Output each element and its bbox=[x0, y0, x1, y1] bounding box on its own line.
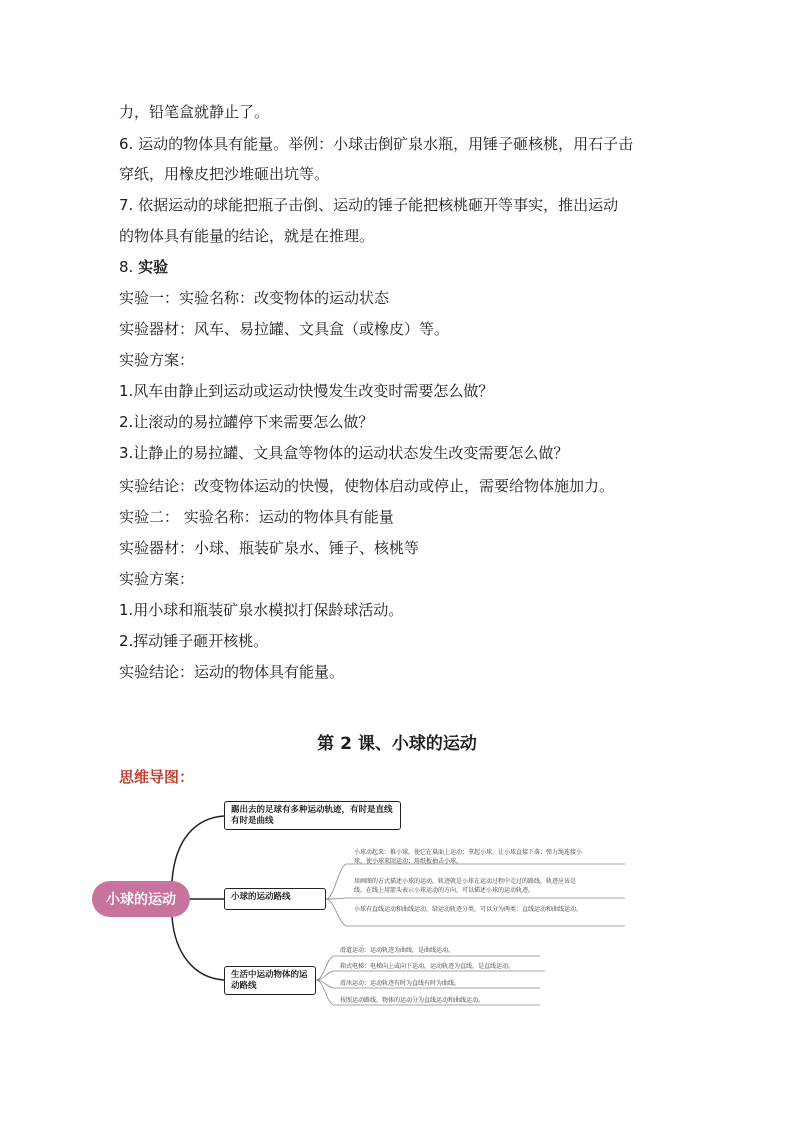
mindmap-root-node: 小球的运动 bbox=[92, 881, 190, 917]
section-title: 实验 bbox=[138, 258, 169, 276]
text-line: 实验一：实验名称：改变物体的运动状态 bbox=[119, 289, 390, 307]
text-line: 3.让静止的易拉罐、文具盒等物体的运动状态发生改变需要怎么做？ bbox=[119, 444, 569, 462]
text-line: 实验二： 实验名称：运动的物体具有能量 bbox=[119, 508, 394, 526]
text-line: 穿纸，用橡皮把沙堆砸出坑等。 bbox=[119, 165, 330, 183]
text-line: 的物体具有能量的结论，就是在推理。 bbox=[119, 227, 375, 245]
mindmap-branch-node: 踢出去的足球有多种运动轨迹，有时是直线有时是曲线 bbox=[224, 801, 401, 830]
mindmap-branch-node: 生活中运动物体的运动路线 bbox=[224, 966, 316, 995]
text-line: 6. 运动的物体具有能量。举例：小球击倒矿泉水瓶，用锤子砸核桃，用石子击 bbox=[119, 135, 634, 153]
mindmap-leaf: 按照运动路线，物体的运动分为直线运动和曲线运动。 bbox=[340, 997, 485, 1004]
text-line: 力，铅笔盒就静止了。 bbox=[119, 103, 270, 121]
text-line: 2.挥动锤子砸开核桃。 bbox=[119, 632, 269, 650]
mindmap-leaf: 箱式电梯：电梯向上或向下运动，运动轨迹为直线，是直线运动。 bbox=[340, 963, 515, 970]
text-line: 实验方案： bbox=[119, 570, 195, 588]
text-line: 实验器材：风车、易拉罐、文具盒（或橡皮）等。 bbox=[119, 320, 450, 338]
mindmap-branch-node: 小球的运动路线 bbox=[224, 888, 326, 910]
connector-branch1 bbox=[172, 816, 224, 881]
section-heading bbox=[119, 257, 168, 277]
text-line: 实验结论：改变物体运动的快慢，使物体启动或停止，需要给物体施加力。 bbox=[119, 477, 615, 495]
mindmap-label: 思维导图： bbox=[119, 768, 195, 786]
connector-branch3 bbox=[172, 917, 224, 980]
mindmap-leaf: 滑道运动：运动轨迹为曲线，是曲线运动。 bbox=[340, 947, 455, 954]
mindmap-leaf: 小球动起来：推小球，使它在桌面上运动；拿起小球，让小球直接下落；弹力绳连接小球，使小球来回运动；用纸板抽击小球。 bbox=[354, 849, 583, 865]
text-line: 2.让滚动的易拉罐停下来需要怎么做？ bbox=[119, 413, 374, 431]
text-line: 实验器材：小球、瓶装矿泉水、锤子、核桃等 bbox=[119, 539, 420, 557]
text-line: 7. 依据运动的球能把瓶子击倒、运动的锤子能把核桃砸开等事实，推出运动 bbox=[119, 196, 619, 214]
lesson-title: 第 2 课、小球的运动 bbox=[317, 734, 477, 754]
mindmap-leaf: 滑冰运动：运动轨迹有时为直线有时为曲线。 bbox=[340, 980, 461, 987]
section-number: 8. bbox=[119, 258, 134, 276]
text-line: 实验结论：运动的物体具有能量。 bbox=[119, 663, 345, 681]
mindmap-leaf: 用画图的方式描述小球的运动，轨迹就是小球在运动过程中走过的路线，轨迹应该是线，在线上用箭头表示小球运动的方向，可以描述小球的运动轨迹。 bbox=[354, 878, 577, 894]
text-line: 实验方案： bbox=[119, 351, 195, 369]
text-line: 1.用小球和瓶装矿泉水模拟打保龄球活动。 bbox=[119, 601, 404, 619]
connector-leaf bbox=[326, 898, 625, 899]
text-line: 1.风车由静止到运动或运动快慢发生改变时需要怎么做？ bbox=[119, 382, 494, 400]
mindmap-leaf: 小球有直线运动和曲线运动。给运动轨迹分类，可以分为两类：直线运动和曲线运动。 bbox=[354, 906, 583, 913]
